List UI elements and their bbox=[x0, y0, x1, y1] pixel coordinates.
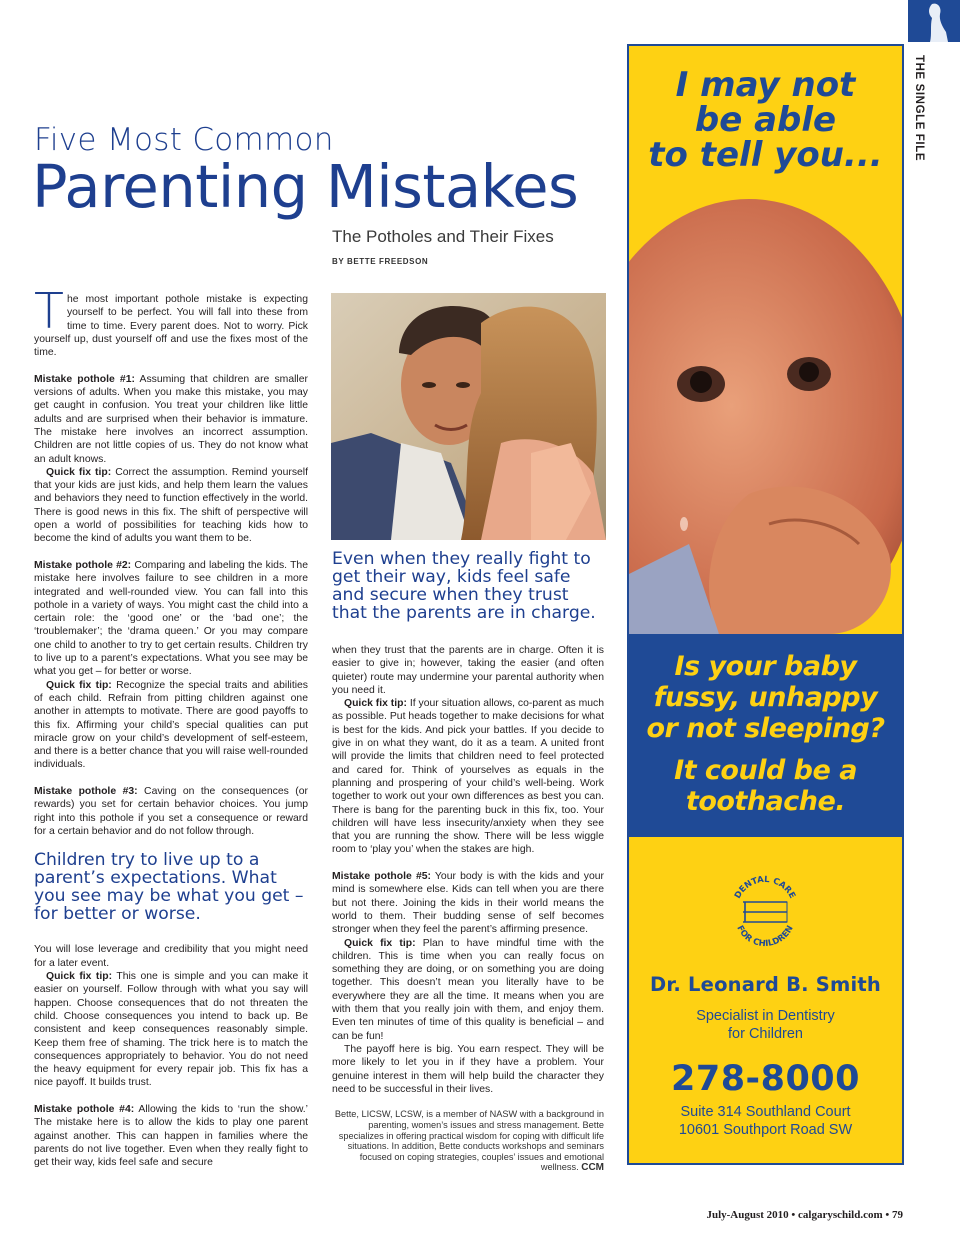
mistake-3-paragraph: Mistake pothole #3: Caving on the consequences (or rewards) you set for certain behavior choices. You jump right into this pothole if you set a consequence or reward for a certain behavior and do not follow through. bbox=[34, 785, 308, 837]
dental-care-logo bbox=[723, 868, 807, 952]
quick-fix-2-paragraph: Quick fix tip: Recognize the special traits and abilities of each child. Refrain from pitting children against one another in attempts to motivate. There are good payoffs to this fix. Affirming your child’s special qualities can put miracle grow on your child’s development of self-esteem, and there is a better chance that you will raise well-rounded individuals. bbox=[34, 679, 308, 771]
payoff-paragraph: The payoff here is big. You earn respect. They will be more likely to let you in if they have a problem. Your genuine interest in them will help build the character they need to be successful in their lives. bbox=[332, 1043, 604, 1095]
quick-fix-3-paragraph: Quick fix tip: This one is simple and you can make it easier on yourself. Follow through with what you say will happen. Choose consequences that do not threaten the child. Choose consequences you intend to back up. Be consistent and keep consequences reasonably simple. Keep them free of shaming. The trick here is to match the consequences appropriately to behavior. You do not need the heavy equipment for every repair job. This fix has a nice payoff. It builds trust. bbox=[34, 971, 308, 1089]
ccm-mark: CCM bbox=[581, 1162, 604, 1174]
svg-text:FOR CHILDREN bbox=[734, 924, 795, 949]
ad-question-panel bbox=[629, 634, 902, 837]
title-kicker: Five Most Common bbox=[34, 122, 334, 158]
father-daughter-photo bbox=[331, 293, 606, 540]
author-bio: Bette, LICSW, LCSW, is a member of NASW with a background in parenting, women’s issues and stress management. Bette specializes in offering practical wisdom for coping with difficult life situations. In addition, Bette conducts workshops and seminars focused on coping strategies, couples’ issues and emotional wellness. CCM bbox=[334, 1109, 604, 1174]
svg-text:DENTAL CARE bbox=[733, 875, 797, 901]
left-column bbox=[34, 283, 308, 1170]
intro-paragraph: The most important pothole mistake is expecting yourself to be perfect. You will fall into these from time to time. Every parent does. Not to worry. Pick yourself up, dust yourself off and use the fixes most of the time. bbox=[34, 283, 308, 359]
ad-specialty: Specialist in Dentistry for Children bbox=[696, 1008, 835, 1042]
dental-advertisement bbox=[627, 44, 904, 1165]
page-title: Parenting Mistakes bbox=[32, 152, 579, 221]
corner-tab-graphic bbox=[908, 0, 960, 42]
figure-icon bbox=[908, 0, 960, 42]
page-subtitle: The Potholes and Their Fixes bbox=[332, 227, 554, 246]
mistake-2-paragraph: Mistake pothole #2: Comparing and labeling the kids. The mistake here involves failure to see children in a more integrated and well-rounded view. You can fall into this pothole in a variety of ways. You might cast the child into a certain role: the ‘good one’ or the ‘bad one’; the ‘troublemaker’; the ‘drama queen.’ Or you may compare one child to another to try to get certain results. Children try to live up to a parent’s expectations. What you see may be what you get – for better or worse. bbox=[34, 559, 308, 678]
quick-fix-4-paragraph: Quick fix tip: If your situation allows, co-parent as much as possible. Put heads together to make decisions for what is best for the kids. And pick your battles. If you decide to give in on what they want, do it as a team. A united front will provide the limits that children need to feel protected and cared for. Think of yourselves as equals in the planning and prospering of your child’s well-being. Work together to work out your own differences as best you can. There is bang for the parenting buck in this fix, too. Your children will have less insecurity/anxiety when they see that you are running the show. There will be less wiggle room to ‘play you’ when the stakes are high. bbox=[332, 698, 605, 856]
ad-headline: I may not be able to tell you... bbox=[648, 65, 883, 175]
mistake-5-paragraph: Mistake pothole #5: Your body is with the kids and your mind is somewhere else. Kids can tell when you are there but not there. Joining the kids in their world means the world to them. Their budding sense of self becomes stronger when they feel the parent’s affirming presence. bbox=[332, 871, 604, 936]
logo-top-text: DENTAL CARE bbox=[732, 874, 798, 901]
drop-cap: T bbox=[34, 283, 64, 340]
right-column bbox=[332, 550, 604, 1174]
byline: BY BETTE FREEDSON bbox=[332, 257, 429, 266]
pull-quote-left: Children try to live up to a parent’s expectations. What you see may be what you get – for better or worse. bbox=[34, 850, 304, 925]
leverage-paragraph: You will lose leverage and credibility that you might need for a later event. bbox=[34, 944, 308, 969]
mistake-4-paragraph: Mistake pothole #4: Allowing the kids to ‘run the show.’ The mistake here is to allow the kids to play one parent against another. This can happen in families where the parents do not live together. Even when they really fight to get their way, kids feel safe and secure bbox=[34, 1104, 308, 1169]
section-side-tab: THE SINGLE FILE bbox=[913, 55, 925, 162]
ad-address: Suite 314 Southland Court 10601 Southport Road SW bbox=[678, 1104, 853, 1138]
ad-phone-number: 278-8000 bbox=[671, 1059, 860, 1099]
quick-fix-1-paragraph: Quick fix tip: Correct the assumption. Remind yourself that your kids are just kids, and help them learn the values and behaviors they need to function effectively in the world. There is good news in this fix. The shift of perspective will open a world of possibilities for teaching kids how to become the kind of adults you want them to be. bbox=[34, 466, 308, 545]
ad-question: Is your baby fussy, unhappy or not sleeping? bbox=[646, 651, 885, 744]
baby-photo bbox=[629, 194, 902, 634]
ad-doctor-name: Dr. Leonard B. Smith bbox=[650, 973, 881, 996]
page-footer: July-August 2010 • calgaryschild.com • 79 bbox=[706, 1209, 903, 1221]
ad-answer: It could be a toothache. bbox=[674, 755, 857, 817]
pull-quote-right: Even when they really fight to get their way, kids feel safe and secure when they trust that the parents are in charge. bbox=[332, 549, 596, 623]
mistake-1-paragraph: Mistake pothole #1: Assuming that children are smaller versions of adults. When you make this mistake, you may get caught in confusion. You treat your children like little adults and are surprised when their behavior is immature. The mistake here involves an incorrect assumption. Children are not little copies of us. They do not know what an adult knows. bbox=[34, 373, 308, 465]
logo-bottom-text: FOR CHILDREN bbox=[734, 923, 796, 950]
continued-paragraph: when they trust that the parents are in charge. Often it is easier to give in; however, taking the easier (and often quieter) route may undermine your parental authority when you need it. bbox=[332, 645, 604, 696]
quick-fix-5-paragraph: Quick fix tip: Plan to have mindful time with the children. This is time when you can really focus on something they are doing, or on something you are doing together. This doesn’t mean you literally have to be everywhere they are all the time. It means when you are with them that you really join with them, and enjoy them. Even ten minutes of time of this quality is beneficial – and can be fun! bbox=[332, 937, 604, 1042]
